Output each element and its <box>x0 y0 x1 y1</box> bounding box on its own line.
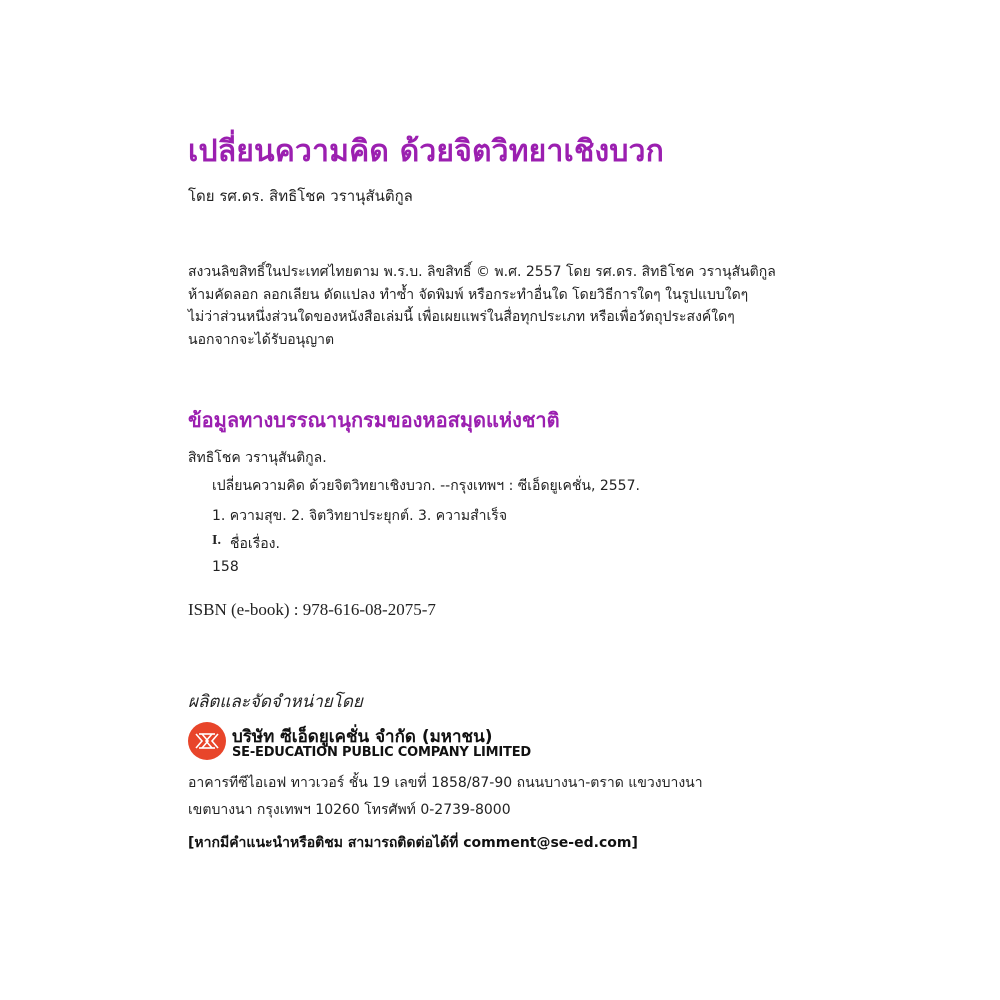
produced-by-label: ผลิตและจัดจำหน่ายโดย <box>188 692 363 712</box>
cip-title-entry: ชื่อเรื่อง. <box>230 536 280 552</box>
author-line: โดย รศ.ดร. สิทธิโชค วรานุสันติกูล <box>188 187 413 205</box>
contact-note: [หากมีคำแนะนำหรือติชม สามารถติดต่อได้ที่ comment@se-ed.com] <box>188 835 638 851</box>
copyright-line: ไม่ว่าส่วนหนึ่งส่วนใดของหนังสือเล่มนี้ เพื่อเผยแพร่ในสื่อทุกประเภท หรือเพื่อวัตถุประสงค์ใดๆ <box>188 309 735 325</box>
cip-subjects: 1. ความสุข. 2. จิตวิทยาประยุกต์. 3. ความสำเร็จ <box>212 508 508 524</box>
company-name-english: SE-EDUCATION PUBLIC COMPANY LIMITED <box>232 745 531 760</box>
cip-title-line: เปลี่ยนความคิด ด้วยจิตวิทยาเชิงบวก. --กรุงเทพฯ : ซีเอ็ดยูเคชั่น, 2557. <box>212 478 640 494</box>
cip-roman-numeral: I. <box>212 533 221 548</box>
address-line-1: อาคารทีซีไอเอฟ ทาวเวอร์ ชั้น 19 เลขที่ 1858/87-90 ถนนบางนา-ตราด แขวงบางนา <box>188 775 703 791</box>
book-title: เปลี่ยนความคิด ด้วยจิตวิทยาเชิงบวก <box>188 134 665 169</box>
copyright-line: สงวนลิขสิทธิ์ในประเทศไทยตาม พ.ร.บ. ลิขสิทธิ์ © พ.ศ. 2557 โดย รศ.ดร. สิทธิโชค วรานุสันติกูล <box>188 264 776 280</box>
copyright-line: นอกจากจะได้รับอนุญาต <box>188 331 335 348</box>
copyright-line: ห้ามคัดลอก ลอกเลียน ดัดแปลง ทำซ้ำ จัดพิมพ์ หรือกระทำอื่นใด โดยวิธีการใดๆ ในรูปแบบใดๆ <box>188 286 749 303</box>
cip-author: สิทธิโชค วรานุสันติกูล. <box>188 450 327 466</box>
address-line-2: เขตบางนา กรุงเทพฯ 10260 โทรศัพท์ 0-2739-8000 <box>188 802 511 818</box>
copyright-notice <box>188 261 776 351</box>
isbn: ISBN (e-book) : 978-616-08-2075-7 <box>188 600 436 619</box>
se-ed-logo-icon <box>188 722 226 760</box>
company-name-thai: บริษัท ซีเอ็ดยูเคชั่น จำกัด (มหาชน) <box>232 727 493 747</box>
cip-number: 158 <box>212 559 239 575</box>
cip-heading: ข้อมูลทางบรรณานุกรมของหอสมุดแห่งชาติ <box>188 408 560 432</box>
